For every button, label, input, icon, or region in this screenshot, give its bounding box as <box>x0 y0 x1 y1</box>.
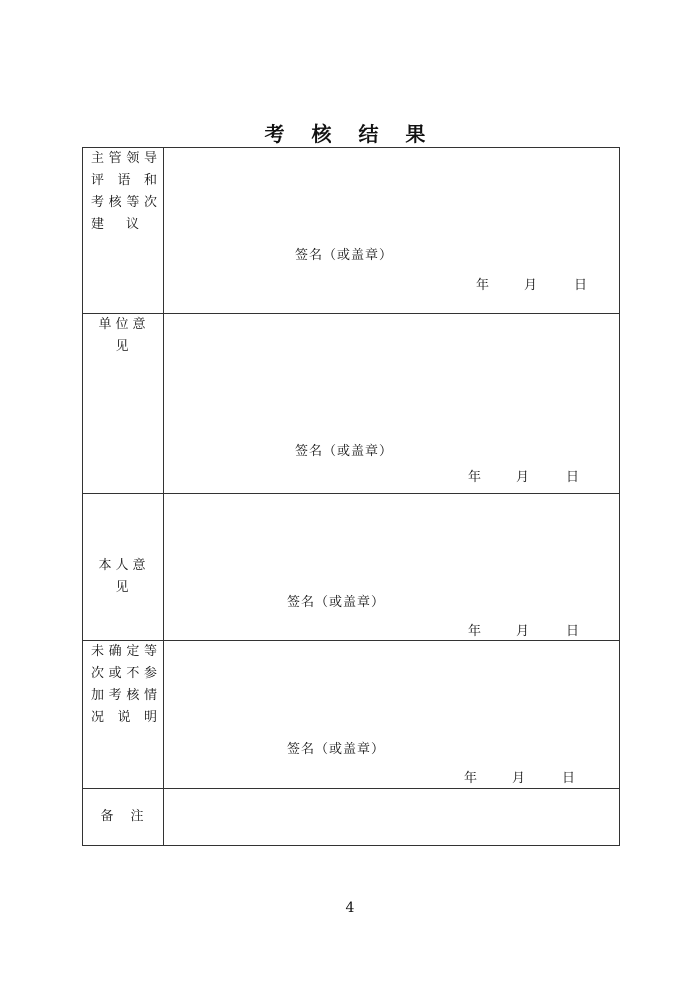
year-label: 年 <box>468 470 482 485</box>
undetermined-explanation-field[interactable] <box>164 641 620 789</box>
label-personal-opinion <box>83 494 164 641</box>
personal-opinion-field[interactable] <box>164 494 620 641</box>
label-text: 单位意见 <box>98 317 150 354</box>
label-line: 次 或 不 参 <box>91 666 157 681</box>
month-label: 月 <box>524 278 538 293</box>
month-label: 月 <box>516 470 530 485</box>
signature-label: 签名（或盖章） <box>287 742 386 757</box>
label-line: 建 议 <box>91 217 139 232</box>
label-line: 考 核 等 次 <box>91 195 157 210</box>
year-label: 年 <box>476 278 490 293</box>
year-label: 年 <box>468 624 482 639</box>
page-number: 4 <box>345 900 355 916</box>
label-line: 况 说 明 <box>91 710 157 725</box>
unit-opinion-field[interactable] <box>164 314 620 494</box>
supervisor-comments-field[interactable] <box>164 148 620 314</box>
label-supervisor-comments <box>83 148 164 314</box>
remarks-field[interactable] <box>164 789 620 846</box>
label-line: 评 语 和 <box>91 173 157 188</box>
label-undetermined-explanation <box>83 641 164 789</box>
day-label: 日 <box>562 771 576 786</box>
label-line: 未 确 定 等 <box>91 644 157 659</box>
row-personal-opinion <box>83 494 620 641</box>
signature-label: 签名（或盖章） <box>287 595 386 610</box>
month-label: 月 <box>516 624 530 639</box>
page-title: 考 核 结 果 <box>264 122 436 146</box>
evaluation-result-table <box>82 147 620 846</box>
label-line: 加 考 核 情 <box>91 688 157 703</box>
row-supervisor-comments <box>83 148 620 314</box>
month-label: 月 <box>512 771 526 786</box>
year-label: 年 <box>464 771 478 786</box>
row-unit-opinion <box>83 314 620 494</box>
label-unit-opinion <box>83 314 164 494</box>
row-remarks <box>83 789 620 846</box>
label-text: 备 注 <box>100 809 146 824</box>
signature-label: 签名（或盖章） <box>295 248 394 263</box>
label-remarks <box>83 789 164 846</box>
day-label: 日 <box>574 278 588 293</box>
day-label: 日 <box>566 470 580 485</box>
label-text: 本人意见 <box>98 558 150 595</box>
row-undetermined-explanation <box>83 641 620 789</box>
signature-label: 签名（或盖章） <box>295 444 394 459</box>
day-label: 日 <box>566 624 580 639</box>
label-line: 主 管 领 导 <box>91 151 157 166</box>
